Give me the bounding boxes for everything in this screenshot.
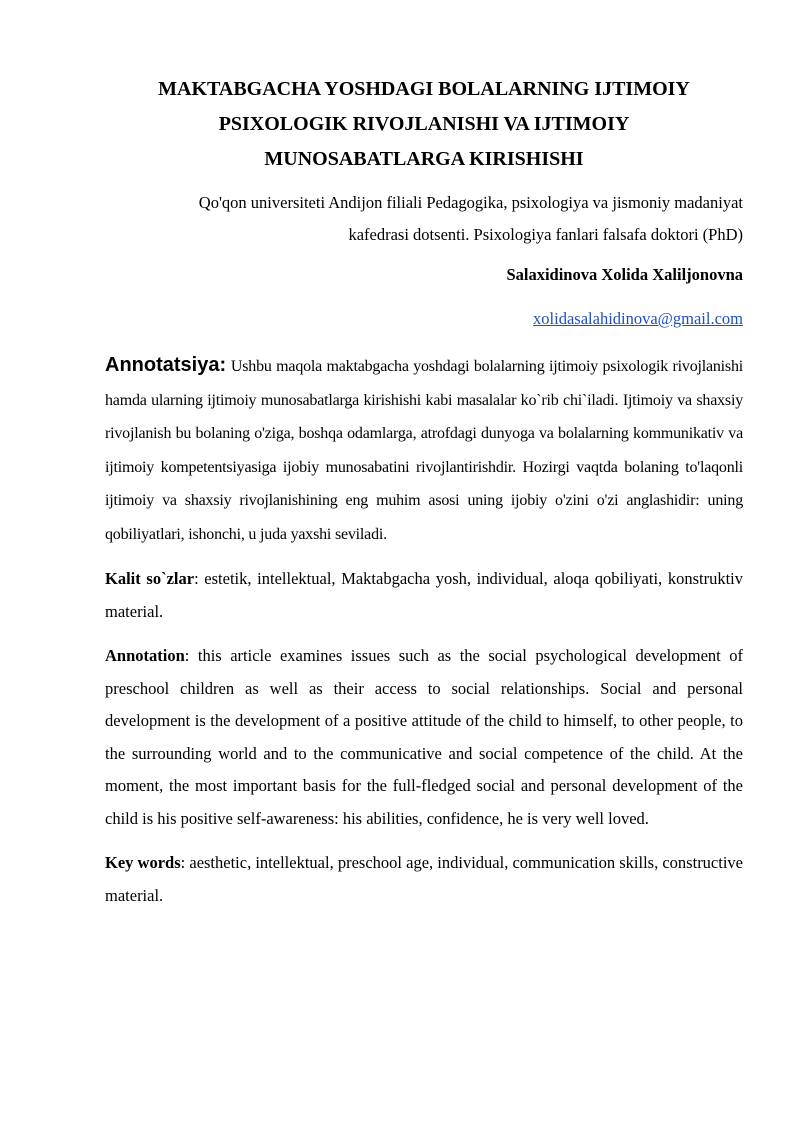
keywords-en [105, 847, 743, 912]
title-line-3: MUNOSABATLARGA KIRISHISHI [264, 148, 584, 170]
abstract-uz-text: Ushbu maqola maktabgacha yoshdagi bolalarning ijtimoiy psixologik rivojlanishi hamda ularning ijtimoiy munosabatlarga kirishishi kabi masalalar ko`rib chi`iladi. Ijtimoiy va shaxsiy rivojlanish bu bolaning o'ziga, boshqa odamlarga, atrofdagi dunyoga va bolalarning kommunikativ va ijtimoiy kompetentsiyasiga ijobiy munosabatini rivojlantirishdir. Hozirgi vaqtda bolaning to'laqonli ijtimoiy va shaxsiy rivojlanishining eng muhim asosi uning ijobiy o'zini o'zi anglashidir: uning qobiliyatlari, ishonchi, u juda yaxshi seviladi. [105, 358, 744, 543]
keywords-en-label: Key words [105, 853, 181, 872]
paper-title [105, 72, 743, 177]
keywords-uz-text: : estetik, intellektual, Maktabgacha yosh, individual, aloqa qobiliyati, konstruktiv material. [105, 569, 743, 621]
abstract-uz-label: Annotatsiya: [105, 354, 227, 376]
keywords-en-text: : aesthetic, intellektual, preschool age, individual, communication skills, constructive material. [105, 853, 743, 905]
abstract-en-text: : this article examines issues such as the social psychological development of preschool children as well as their access to social relationships. Social and personal development is the development of a positive attitude of the child to himself, to other people, to the surrounding world and to the communicative and social competence of the child. At the moment, the most important basis for the full-fledged social and personal development of the child is his positive self-awareness: his abilities, confidence, he is very well loved. [105, 646, 743, 828]
author-email [105, 303, 743, 335]
affiliation-block [105, 187, 743, 251]
email-link[interactable]: xolidasalahidinova@gmail.com [533, 309, 743, 328]
abstract-en [105, 640, 743, 835]
author-name: Salaxidinova Xolida Xaliljonovna [506, 265, 743, 284]
paper-page [105, 72, 743, 912]
keywords-uz [105, 563, 743, 628]
affiliation-line-2: kafedrasi dotsenti. Psixologiya fanlari falsafa doktori (PhD) [348, 225, 743, 244]
abstract-uz [105, 349, 743, 551]
affiliation-line-1: Qo'qon universiteti Andijon filiali Pedagogika, psixologiya va jismoniy madaniyat [198, 193, 743, 212]
abstract-en-label: Annotation [105, 646, 185, 665]
title-line-2: PSIXOLOGIK RIVOJLANISHI VA IJTIMOIY [218, 113, 630, 135]
keywords-uz-label: Kalit so`zlar [105, 569, 195, 588]
title-line-1: MAKTABGACHA YOSHDAGI BOLALARNING IJTIMOIY [158, 78, 690, 100]
